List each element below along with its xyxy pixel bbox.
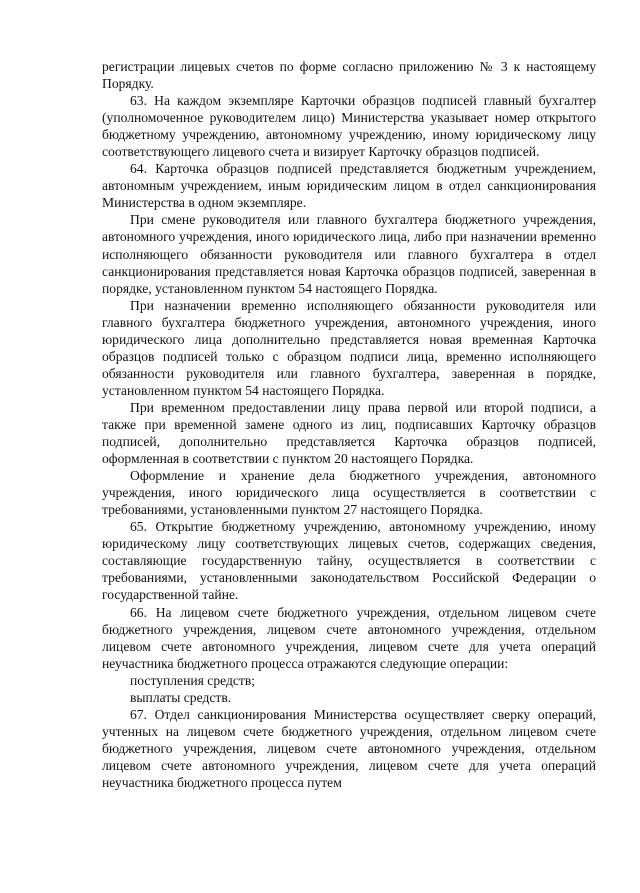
list-item-receipts: поступления средств; <box>130 672 256 688</box>
paragraph-65: 65. Открытие бюджетному учреждению, автономному учреждению, иному юридическому лицу соответствующих лицевых счетов, содержащих сведения, составляющие государственную тайну, осуществляется в соответствии с требованиями, установленными законодательством Российской Федерации о государственной тайне. <box>102 519 596 603</box>
paragraph-64-temporary-acting: При назначении временно исполняющего обязанности руководителя или главного бухгалтера бюджетного учреждения, автономного учреждения, иного юридического лица дополнительно представляется новая временная Карточка образцов подписей только с образцом подписи лица, временно исполняющего обязанности руководителя или главного бухгалтера, заверенная в порядке, установленном пунктом 54 настоящего Порядка. <box>102 297 596 398</box>
paragraph-63: 63. На каждом экземпляре Карточки образцов подписей главный бухгалтер (уполномоченное руководителем лицо) Министерства указывает номер открытого бюджетному учреждению, автономному учреждению, иному юридическому лицу соответствующего лицевого счета и визирует Карточку образцов подписей. <box>102 93 596 160</box>
paragraph-64-change-of-head: При смене руководителя или главного бухгалтера бюджетного учреждения, автономного учреждения, иного юридического лица, либо при назначении временно исполняющего обязанности руководителя или главного бухгалтера в отдел санкционирования представляется новая Карточка образцов подписей, заверенная в порядке, установленном пунктом 54 настоящего Порядка. <box>102 212 596 296</box>
paragraph-66: 66. На лицевом счете бюджетного учреждения, отдельном лицевом счете бюджетного учреждения, лицевом счете автономного учреждения, отдельном лицевом счете автономного учреждения, лицевом счете для учета операций неучастника бюджетного процесса отражаются следующие операции: <box>102 604 596 671</box>
paragraph-64-temporary-signature: При временном предоставлении лицу права первой или второй подписи, а также при временной замене одного из лиц, подписавших Карточку образцов подписей, дополнительно представляется Карточка образцов подписей, оформленная в соответствии с пунктом 20 настоящего Порядка. <box>102 399 596 467</box>
paragraph-64: 64. Карточка образцов подписей представляется бюджетным учреждением, автономным учреждением, иным юридическим лицом в отдел санкционирования Министерства в одном экземпляре. <box>102 161 596 211</box>
document-page <box>102 58 596 791</box>
paragraph-continuation: регистрации лицевых счетов по форме согласно приложению № 3 к настоящему Порядку. <box>102 59 596 92</box>
paragraph-64-file-storage: Оформление и хранение дела бюджетного учреждения, автономного учреждения, иного юридического лица осуществляется в соответствии с требованиями, установленными пунктом 27 настоящего Порядка. <box>102 468 596 518</box>
paragraph-67: 67. Отдел санкционирования Министерства осуществляет сверку операций, учтенных на лицевом счете бюджетного учреждения, отдельном лицевом счете бюджетного учреждения, лицевом счете автономного учреждения, отдельном лицевом счете автономного учреждения, лицевом счете для учета операций неучастника бюджетного процесса путем <box>102 706 596 790</box>
list-item-payments: выплаты средств. <box>130 689 232 705</box>
